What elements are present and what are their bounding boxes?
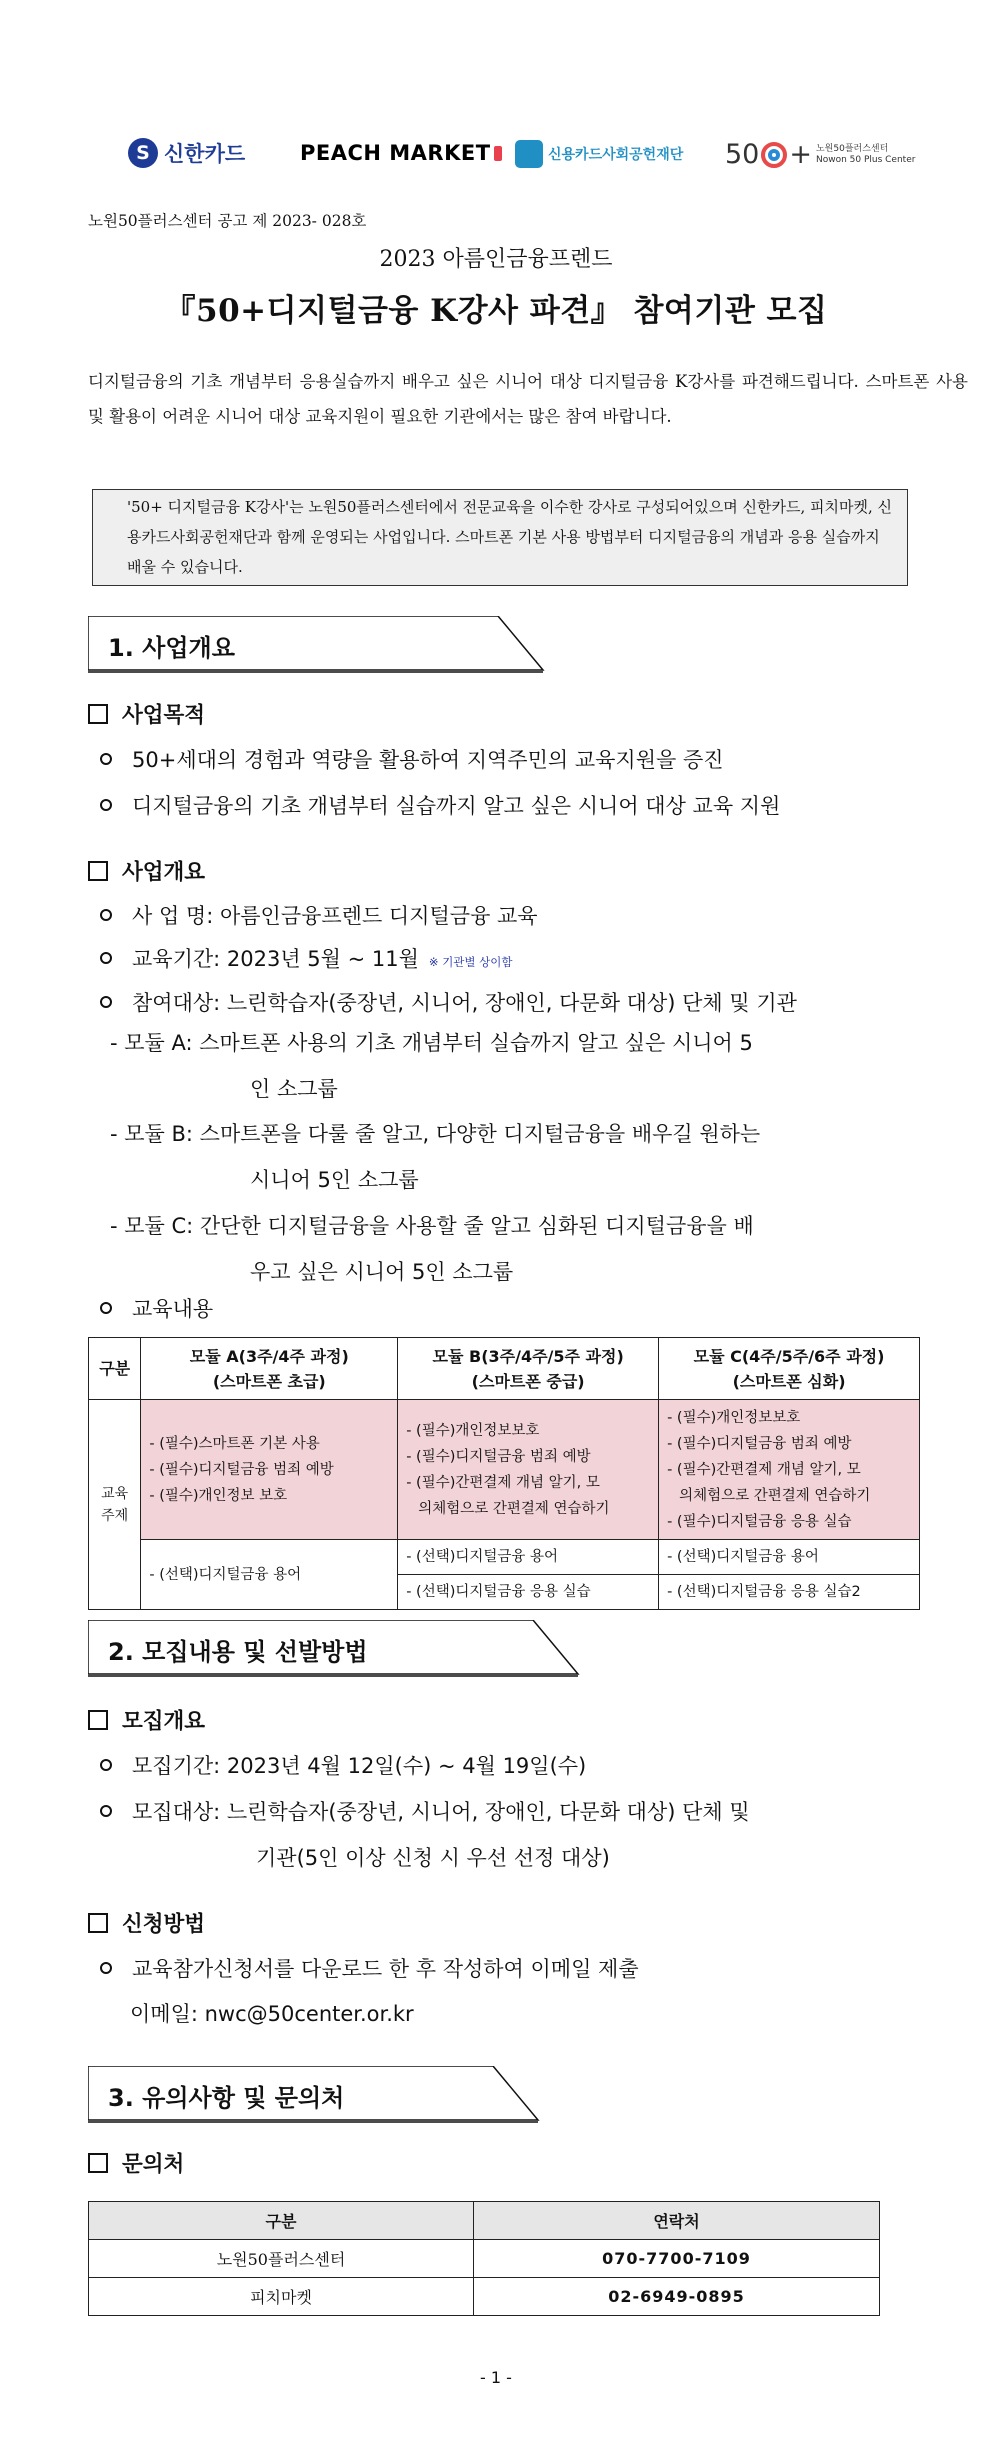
list-item: - (필수)디지털금융 범죄 예방 (149, 1461, 334, 1478)
apply-heading (88, 1907, 205, 1938)
fifty-plus-logo-english: Nowon 50 Plus Center (815, 154, 916, 165)
list-item: 의체험으로 간편결제 연습하기 (679, 1487, 871, 1504)
contact-table (88, 2201, 880, 2316)
module-b-level: (스마트폰 중급) (471, 1371, 585, 1391)
purpose-item-text: 50+세대의 경험과 역량을 활용하여 지역주민의 교육지원을 증진 (132, 748, 724, 772)
module-c-optional-cell: - (선택)디지털금융 응용 실습2 (659, 1575, 920, 1610)
section-1-header (88, 616, 548, 670)
peach-logo-text: PEACH MARKET (300, 141, 491, 165)
recruit-period-item (100, 1751, 586, 1781)
checkbox-square-icon (88, 704, 108, 724)
intro-paragraph: 디지털금융의 기초 개념부터 응용실습까지 배우고 싶은 시니어 대상 디지털금융 K강사를 파견해드립니다. 스마트폰 사용 및 활용이 어려운 시니어 대상 교육지원이 필요한 기관에서는 많은 참여 바랍니다. (88, 372, 968, 426)
target-item (100, 988, 797, 1018)
list-item: - (필수)개인정보보호 (667, 1409, 801, 1426)
purpose-title: 사업목적 (122, 703, 206, 728)
nowon-50plus-logo (725, 139, 915, 170)
foundation-logo-text: 신용카드사회공헌재단 (548, 147, 684, 163)
contact-header-row (89, 2202, 880, 2240)
list-item: - (필수)개인정보보호 (406, 1422, 540, 1439)
table-header-module-b (398, 1338, 659, 1400)
module-b-title: 모듈 B(3주/4주/5주 과정) (432, 1346, 624, 1366)
module-c-required-cell (659, 1400, 920, 1540)
module-b-line-2: 시니어 5인 소그룹 (250, 1168, 419, 1192)
contact-col-phone: 연락처 (474, 2202, 880, 2240)
recruit-heading (88, 1704, 205, 1735)
module-b-line-1: - 모듈 B: 스마트폰을 다룰 줄 알고, 다양한 디지털금융을 배우길 원하는 (110, 1122, 761, 1146)
apply-item (100, 1954, 639, 1984)
table-row (89, 2240, 880, 2278)
contact-org-name: 노원50플러스센터 (89, 2240, 474, 2278)
content-label: 교육내용 (132, 1297, 214, 1321)
section-3-title: 3. 유의사항 및 문의처 (108, 2084, 345, 2112)
fifty-plus-logo-number: 50 (725, 139, 760, 170)
circle-bullet-icon (100, 1759, 112, 1771)
fifty-plus-logo-korean: 노원50플러스센터 (815, 143, 889, 154)
circle-bullet-icon (100, 799, 112, 811)
list-item: - (필수)디지털금융 응용 실습 (667, 1513, 852, 1530)
fifty-plus-ring-icon (761, 142, 787, 168)
checkbox-square-icon (88, 861, 108, 881)
apply-item-text: 교육참가신청서를 다운로드 한 후 작성하여 이메일 제출 (132, 1957, 639, 1981)
table-row-required (89, 1400, 920, 1540)
credit-card-foundation-logo (515, 140, 683, 168)
module-b-required-cell (398, 1400, 659, 1540)
recruit-period-text: 모집기간: 2023년 4월 12일(수) ~ 4월 19일(수) (132, 1754, 587, 1778)
row-label-line: 교육 (101, 1485, 129, 1502)
module-a-optional-cell: - (선택)디지털금융 용어 (141, 1540, 398, 1610)
purpose-item (100, 791, 780, 821)
biz-name-text: 사 업 명: 아름인금융프렌드 디지털금융 교육 (132, 904, 538, 928)
table-header-module-c (659, 1338, 920, 1400)
period-note: ※ 기관별 상이함 (428, 955, 513, 969)
contact-org-name: 피치마켓 (89, 2278, 474, 2316)
section-2-header (88, 1620, 588, 1674)
circle-bullet-icon (100, 909, 112, 921)
list-item: - (필수)간편결제 개념 알기, 모 (667, 1461, 861, 1478)
table-header-category: 구분 (89, 1338, 141, 1400)
contact-heading (88, 2147, 184, 2178)
period-text: 교육기간: 2023년 5월 ~ 11월 (132, 947, 419, 971)
circle-bullet-icon (100, 1302, 112, 1314)
module-c-optional-cell: - (선택)디지털금융 용어 (659, 1540, 920, 1575)
checkbox-square-icon (88, 1913, 108, 1933)
education-table (88, 1337, 920, 1610)
module-a-required-cell (141, 1400, 398, 1540)
shinhan-logo-text: 신한카드 (164, 142, 246, 166)
table-row-label (89, 1400, 141, 1610)
table-row (89, 2278, 880, 2316)
checkbox-square-icon (88, 1710, 108, 1730)
purpose-item (100, 745, 724, 775)
fifty-plus-logo-sign: + (789, 139, 812, 170)
module-c-level: (스마트폰 심화) (732, 1371, 846, 1391)
page-subtitle: 2023 아름인금융프렌드 (379, 247, 613, 272)
foundation-symbol-icon (515, 140, 543, 168)
checkbox-square-icon (88, 2153, 108, 2173)
list-item: - (필수)디지털금융 범죄 예방 (667, 1435, 852, 1452)
contact-title: 문의처 (122, 2152, 185, 2177)
table-header-row (89, 1338, 920, 1400)
module-c-title: 모듈 C(4주/5주/6주 과정) (693, 1346, 885, 1366)
notice-number: 노원50플러스센터 공고 제 2023- 028호 (88, 212, 367, 230)
content-item (100, 1294, 213, 1324)
shinhan-symbol-icon: S (128, 138, 158, 168)
module-a-level: (스마트폰 초급) (212, 1371, 326, 1391)
overview-heading (88, 855, 205, 886)
recruit-target-text: 모집대상: 느린학습자(중장년, 시니어, 장애인, 다문화 대상) 단체 및 (132, 1800, 750, 1824)
circle-bullet-icon (100, 1805, 112, 1817)
table-row-optional-1 (89, 1540, 920, 1575)
list-item: - (필수)간편결제 개념 알기, 모 (406, 1474, 600, 1491)
section-3-header (88, 2066, 548, 2120)
shinhan-card-logo (128, 138, 245, 168)
target-text: 참여대상: 느린학습자(중장년, 시니어, 장애인, 다문화 대상) 단체 및 기관 (132, 991, 797, 1015)
section-2-title: 2. 모집내용 및 선발방법 (108, 1638, 368, 1666)
peach-market-logo (300, 141, 502, 165)
row-label-line: 주제 (101, 1507, 129, 1524)
list-item: - (필수)스마트폰 기본 사용 (149, 1435, 320, 1452)
contact-phone: 070-7700-7109 (474, 2240, 880, 2278)
module-c-line-1: - 모듈 C: 간단한 디지털금융을 사용할 줄 알고 심화된 디지털금융을 배 (110, 1214, 754, 1238)
recruit-target-continued: 기관(5인 이상 신청 시 우선 선정 대상) (256, 1846, 610, 1870)
peach-mark-icon (494, 146, 502, 161)
module-b-optional-cell: - (선택)디지털금융 응용 실습 (398, 1575, 659, 1610)
list-item: 의체험으로 간편결제 연습하기 (418, 1500, 610, 1517)
biz-name-item (100, 901, 538, 931)
recruit-target-item (100, 1797, 750, 1827)
module-c-line-2: 우고 싶은 시니어 5인 소그룹 (250, 1260, 514, 1284)
list-item: - (필수)디지털금융 범죄 예방 (406, 1448, 591, 1465)
section-1-title: 1. 사업개요 (108, 634, 235, 662)
page-number: - 1 - (480, 2368, 512, 2387)
circle-bullet-icon (100, 996, 112, 1008)
list-item: - (필수)개인정보 보호 (149, 1487, 288, 1504)
module-a-line-1: - 모듈 A: 스마트폰 사용의 기초 개념부터 실습까지 알고 싶은 시니어 5 (110, 1031, 753, 1055)
info-box: '50+ 디지털금융 K강사'는 노원50플러스센터에서 전문교육을 이수한 강사로 구성되어있으며 신한카드, 피치마켓, 신용카드사회공헌재단과 함께 운영되는 사업입니다. 스마트폰 기본 사용 방법부터 디지털금융의 개념과 응용 실습까지 배울 수 있습니다. (92, 489, 908, 586)
circle-bullet-icon (100, 1962, 112, 1974)
apply-title: 신청방법 (122, 1912, 206, 1937)
page-title: 『50+디지털금융 K강사 파견』 참여기관 모집 (164, 293, 828, 329)
period-item (100, 944, 513, 977)
overview-title: 사업개요 (122, 860, 206, 885)
circle-bullet-icon (100, 753, 112, 765)
contact-col-category: 구분 (89, 2202, 474, 2240)
contact-phone: 02-6949-0895 (474, 2278, 880, 2316)
table-header-module-a (141, 1338, 398, 1400)
module-a-title: 모듈 A(3주/4주 과정) (189, 1346, 349, 1366)
module-a-line-2: 인 소그룹 (250, 1077, 338, 1101)
email-address[interactable]: 이메일: nwc@50center.or.kr (130, 2002, 414, 2026)
recruit-title: 모집개요 (122, 1709, 206, 1734)
module-b-optional-cell: - (선택)디지털금융 용어 (398, 1540, 659, 1575)
purpose-item-text: 디지털금융의 기초 개념부터 실습까지 알고 싶은 시니어 대상 교육 지원 (132, 794, 781, 818)
purpose-heading (88, 698, 205, 729)
fifty-plus-logo-subtitle (816, 144, 915, 166)
circle-bullet-icon (100, 952, 112, 964)
